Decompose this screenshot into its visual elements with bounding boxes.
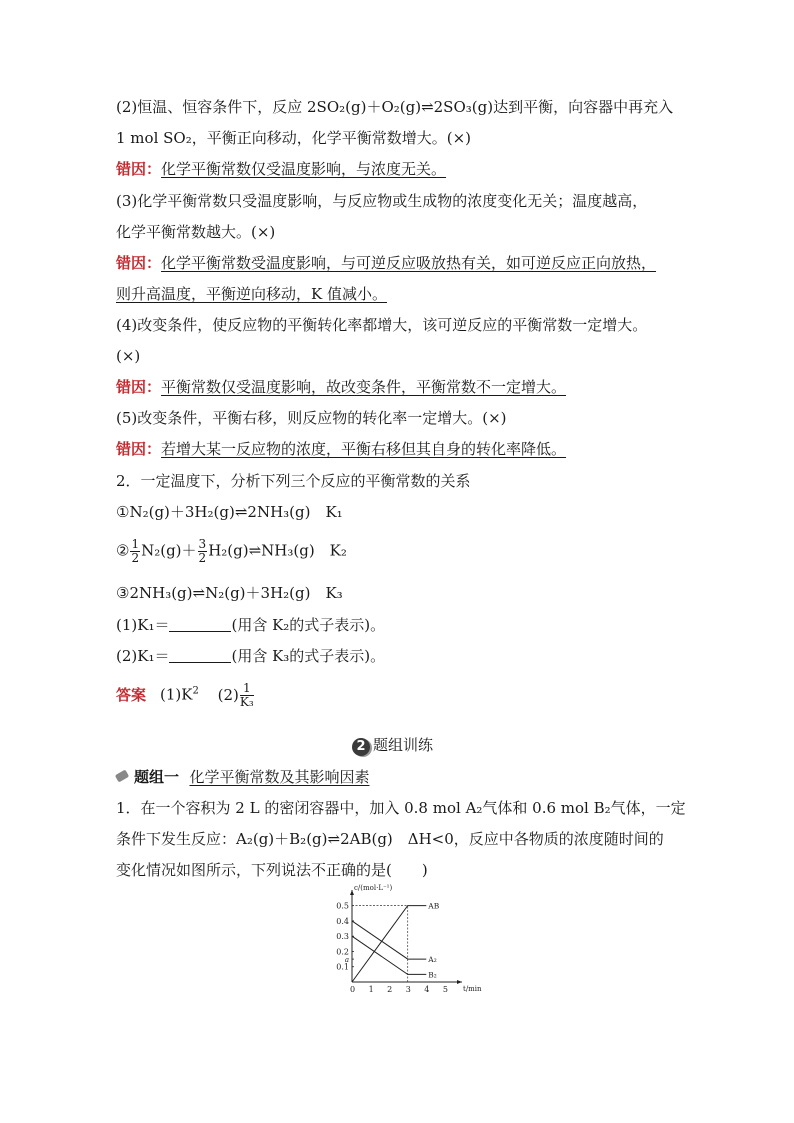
x-tick-label: 4 [424,985,430,994]
error-reason-3-line-2: 则升高温度，平衡逆向移动，K 值减小。 [116,285,387,303]
question-1-line-1: 1．在一个容积为 2 L 的密闭容器中，加入 0.8 mol A₂气体和 0.6 mol B₂气体，一定 [116,799,686,817]
series-line-A₂ [352,921,426,959]
y-tick-label: 0.3 [336,932,349,942]
reaction-3: ③2NH₃(g)⇌N₂(g)＋3H₂(g) K₃ [116,584,343,602]
concentration-time-chart [320,884,482,1002]
sub-question-1: (1)K₁＝ (用含 K₂的式子表示)。 [116,616,386,634]
fraction-three-half: $\frac{3}{2}$ [198,537,207,565]
question-1-line-3: 变化情况如图所示，下列说法不正确的是( ) [116,861,428,879]
error-reason-4: 错因：平衡常数仅受温度影响，故改变条件，平衡常数不一定增大。 [116,378,567,396]
y-tick-label: 0.1 [336,962,349,972]
y-axis-label: c/(mol·L⁻¹) [354,884,393,892]
item-2-line-2: 1 mol SO₂，平衡正向移动，化学平衡常数增大。(×) [116,129,471,147]
error-reason-5: 错因：若增大某一反应物的浓度，平衡右移但其自身的转化率降低。 [116,440,567,458]
series-label: B₂ [428,970,437,980]
item-4-line-1: (4)改变条件，使反应物的平衡转化率都增大，该可逆反应的平衡常数一定增大。 [116,316,648,334]
reaction-1: ①N₂(g)＋3H₂(g)⇌2NH₃(g) K₁ [116,503,343,521]
answer-label: 答案 [116,685,147,704]
error-label: 错因： [116,440,162,458]
reaction-2: ② $\frac{1}{2}$ N₂(g)＋ $\frac{3}{2}$ H₂(g)⇌NH₃(g) K₂ [116,537,347,565]
item-2-line-1: (2)恒温、恒容条件下，反应 2SO₂(g)＋O₂(g)⇌2SO₃(g)达到平衡，向容器中再充入 [116,98,674,116]
item-5: (5)改变条件，平衡右移，则反应物的转化率一定增大。(×) [116,409,507,427]
item-3-line-1: (3)化学平衡常数只受温度影响，与反应物或生成物的浓度变化无关；温度越高， [116,192,648,210]
series-label: AB [428,901,440,911]
x-tick-label: 1 [368,985,374,994]
error-label: 错因： [116,254,162,272]
x-tick-label: 5 [442,985,448,994]
x-axis-arrow [457,980,462,984]
answer-blank-1[interactable] [169,617,231,632]
x-tick-label: 0 [350,985,356,994]
sub-question-2: (2)K₁＝ (用含 K₃的式子表示)。 [116,647,386,665]
x-tick-label: 3 [405,985,411,994]
pencil-icon [115,770,129,783]
group-heading: 题组一 化学平衡常数及其影响因素 [116,766,369,788]
error-reason-3-line-1: 错因：化学平衡常数受温度影响，与可逆反应吸放热有关，如可逆反应正向放热， [116,254,657,272]
series-label: A₂ [428,955,437,965]
item-4-line-2: (×) [116,347,141,365]
answer-line: 答案 $(1)K^2$ (2) $\frac{1}{\text{K₃}}$ [116,681,254,709]
question-2-stem: 2．一定温度下，分析下列三个反应的平衡常数的关系 [116,472,471,490]
y-tick-label: a [344,956,349,965]
series-line-B₂ [352,936,426,974]
item-3-line-2: 化学平衡常数越大。(×) [116,223,276,241]
error-label: 错因： [116,378,162,396]
error-reason-2: 错因：化学平衡常数仅受温度影响，与浓度无关。 [116,160,447,178]
y-tick-label: 0.5 [336,901,349,911]
answer-blank-2[interactable] [169,648,231,663]
fraction-answer: $\frac{1}{\text{K₃}}$ [239,681,254,709]
x-axis-label: t/min [463,985,482,993]
y-tick-label: 0.2 [336,947,349,957]
y-tick-label: 0.4 [336,916,349,926]
section-heading: 2 题组训练 [352,734,433,756]
fraction-one-half: $\frac{1}{2}$ [131,537,140,565]
question-1-line-2: 条件下发生反应：A₂(g)＋B₂(g)⇌2AB(g) ΔH<0，反应中各物质的浓度随时间的 [116,830,664,848]
section-number-icon: 2 [352,738,370,756]
x-tick-label: 2 [387,985,393,994]
error-label: 错因： [116,160,162,178]
